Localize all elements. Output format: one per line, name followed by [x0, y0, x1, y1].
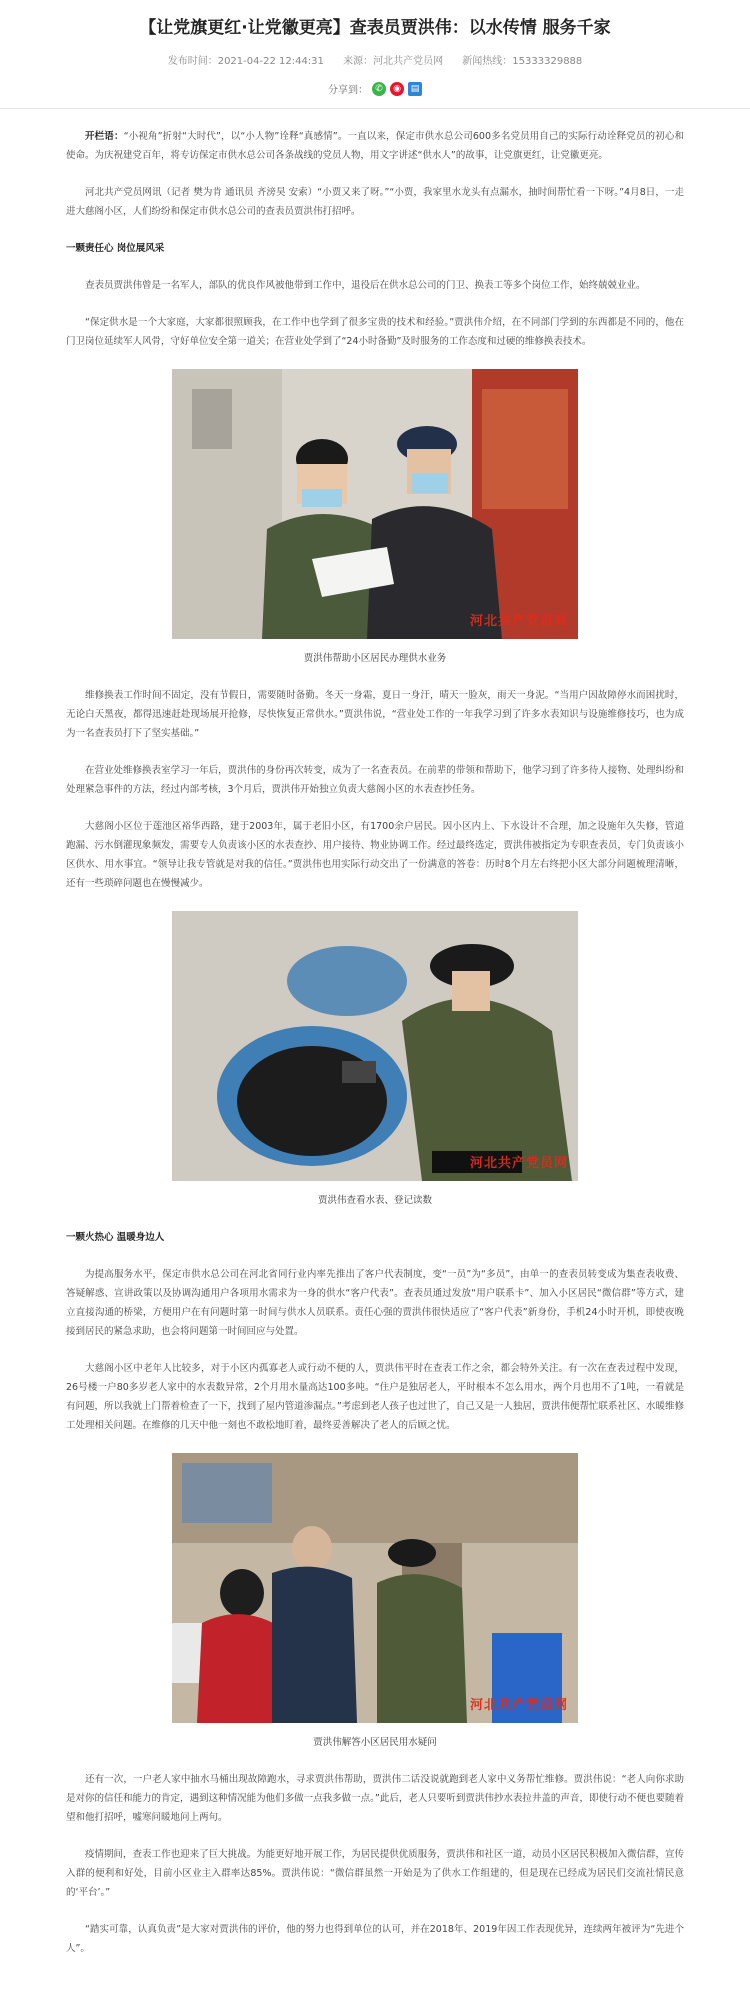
paragraph-3: “保定供水是一个大家庭，大家都很照顾我，在工作中也学到了很多宝贵的技术和经验。”贾洪伟介绍，在不同部门学到的东西都是不同的，他在门卫岗位延续军人风骨，守好单位安全第一道关；在营业处学到了“24小时备勤”及时服务的工作态度和过硬的维修换表技术。: [66, 317, 684, 347]
photo-water-service: [172, 369, 578, 639]
watermark: 河北共产党员网: [469, 1156, 568, 1171]
figure-2-caption: 贾洪伟查看水表、登记读数: [317, 1195, 432, 1206]
photo-3-illustration: [172, 1453, 578, 1723]
news-hotline: 新闻热线：15333329888: [462, 56, 583, 67]
article-source: 来源：河北共产党员网: [343, 56, 444, 67]
article-header: [0, 0, 750, 109]
wechat-icon[interactable]: ✆: [372, 82, 386, 96]
share-label: 分享到：: [328, 85, 368, 96]
paragraph-11: “踏实可靠，认真负责”是大家对贾洪伟的评价，他的努力也得到单位的认可，并在2018年、2019年因工作表现优异，连续两年被评为“先进个人”。: [66, 1924, 684, 1954]
paragraph-6: 大慈阁小区位于莲池区裕华西路，建于2003年，属于老旧小区，有1700余户居民。因小区内上、下水设计不合理，加之设施年久失修，管道跑漏、污水倒灌现象频发，需要专人负责该小区的水表查抄、用户接待、物业协调工作。经过最终选定，贾洪伟被指定为专职查表员，专门负责该小区供水、用水事宜。“领导让我专管就是对我的信任。”贾洪伟也用实际行动交出了一份满意的答卷：历时8个月左右终把小区大部分问题梳理清晰，还有一些琐碎问题也在慢慢减少。: [66, 821, 684, 889]
other-share-icon[interactable]: ▤: [408, 82, 422, 96]
photo-resident-questions: [172, 1453, 578, 1723]
paragraph-10: 疫情期间，查表工作也迎来了巨大挑战。为能更好地开展工作，为居民提供优质服务，贾洪伟和社区一道，动员小区居民积极加入微信群，宣传入群的便利和好处，目前小区业主入群率达85%。贾洪伟说：“微信群虽然一开始是为了供水工作组建的，但是现在已经成为居民们交流社情民意的‘平台’。”: [66, 1849, 684, 1898]
paragraph-7: 为提高服务水平，保定市供水总公司在河北省同行业内率先推出了客户代表制度，变“一员”为“多员”，由单一的查表员转变成为集查表收费、答疑解惑、宣讲政策以及协调沟通用户各项用水需求为一身的供水“客户代表”。查表员通过发放“用户联系卡”、加入小区居民“微信群”等方式，建立直接沟通的桥梁，方便用户在有问题时第一时间与供水人员联系。责任心强的贾洪伟很快适应了“客户代表”新身份，手机24小时开机，即使夜晚接到居民的紧急求助，也会将问题第一时间回应与处置。: [66, 1269, 684, 1337]
share-bar: [0, 81, 750, 96]
paragraph-9: 还有一次，一户老人家中抽水马桶出现故障跑水，寻求贾洪伟帮助，贾洪伟二话没说就跑到老人家中义务帮忙维修。贾洪伟说：“老人向你求助是对你的信任和能力的肯定，遇到这种情况能为他们多做一点我多做一点。”此后，老人只要听到贾洪伟抄水表拉井盖的声音，即使行动不便也要随着望和他打招呼，嘘寒问暖地问上两句。: [66, 1774, 684, 1823]
paragraph-5: 在营业处维修换表室学习一年后，贾洪伟的身份再次转变，成为了一名查表员。在前辈的带领和帮助下，他学习到了许多待人接物、处理纠纷和处理紧急事件的方法，经过内部考核，3个月后，贾洪伟开始独立负责大慈阁小区的水表查抄任务。: [66, 765, 684, 795]
figure-3-caption: 贾洪伟解答小区居民用水疑问: [313, 1737, 437, 1748]
subheading-2: 一颗火热心 温暖身边人: [66, 1232, 165, 1243]
figure-3: [66, 1453, 684, 1752]
watermark: 河北共产党员网: [469, 1698, 568, 1713]
publish-time: 发布时间：2021-04-22 12:44:31: [167, 56, 324, 67]
paragraph-4: 维修换表工作时间不固定，没有节假日，需要随时备勤。冬天一身霜，夏日一身汗，晴天一脸灰，雨天一身泥。“当用户因故障停水而困扰时，无论白天黑夜，都得迅速赶赴现场展开抢修，尽快恢复正常供水。”贾洪伟说，“营业处工作的一年我学习到了许多水表知识与设施维修技巧，也为成为一名查表员打下了坚实基础。”: [66, 690, 684, 739]
figure-2: [66, 911, 684, 1210]
lead-text: “小视角”折射“大时代”，以“小人物”诠释“真感情”。一直以来，保定市供水总公司600多名党员用自己的实际行动诠释党员的初心和使命。为庆祝建党百年，将专访保定市供水总公司各条战线的党员人物，用文字讲述“供水人”的故事，让党旗更红，让党徽更亮。: [66, 131, 684, 161]
weibo-icon[interactable]: ◉: [390, 82, 404, 96]
lead-paragraph: [66, 127, 684, 165]
figure-1: [66, 369, 684, 668]
figure-1-caption: 贾洪伟帮助小区居民办理供水业务: [303, 653, 447, 664]
lead-label: 开栏语：: [85, 131, 124, 142]
paragraph-8: 大慈阁小区中老年人比较多，对于小区内孤寡老人或行动不便的人，贾洪伟平时在查表工作之余，都会特外关注。有一次在查表过程中发现，26号楼一户80多岁老人家中的水表数异常，2个月用水量高达100多吨。“住户是独居老人，平时根本不怎么用水，两个月也用不了1吨，一看就是有问题，所以我就上门帮着检查了一下，找到了屋内管道渗漏点。”考虑到老人孩子也过世了，自己又是一人独居，贾洪伟便帮忙联系社区、水暖维修工处理相关问题。在维修的几天中他一刻也不敢松地盯着，最终妥善解决了老人的后顾之忧。: [66, 1363, 684, 1431]
article-title: 【让党旗更红·让党徽更亮】查表员贾洪伟：以水传情 服务千家: [139, 18, 611, 38]
paragraph-2: 查表员贾洪伟曾是一名军人，部队的优良作风被他带到工作中，退役后在供水总公司的门卫、换表工等多个岗位工作，始终兢兢业业。: [85, 280, 646, 291]
subheading-1: 一颗责任心 岗位展风采: [66, 243, 165, 254]
article-meta: [0, 52, 750, 67]
photo-1-illustration: [172, 369, 578, 639]
photo-meter-reading: [172, 911, 578, 1181]
article-body: [0, 109, 750, 1958]
photo-2-illustration: [172, 911, 578, 1181]
watermark: 河北共产党员网: [469, 614, 568, 629]
paragraph-1: 河北共产党员网讯（记者 樊为肯 通讯员 齐滂昊 安索）“小贾又来了呀。”“小贾，我家里水龙头有点漏水，抽时间帮忙看一下呀。”4月8日，一走进大慈阁小区，人们纷纷和保定市供水总公司的查表员贾洪伟打招呼。: [66, 187, 684, 217]
